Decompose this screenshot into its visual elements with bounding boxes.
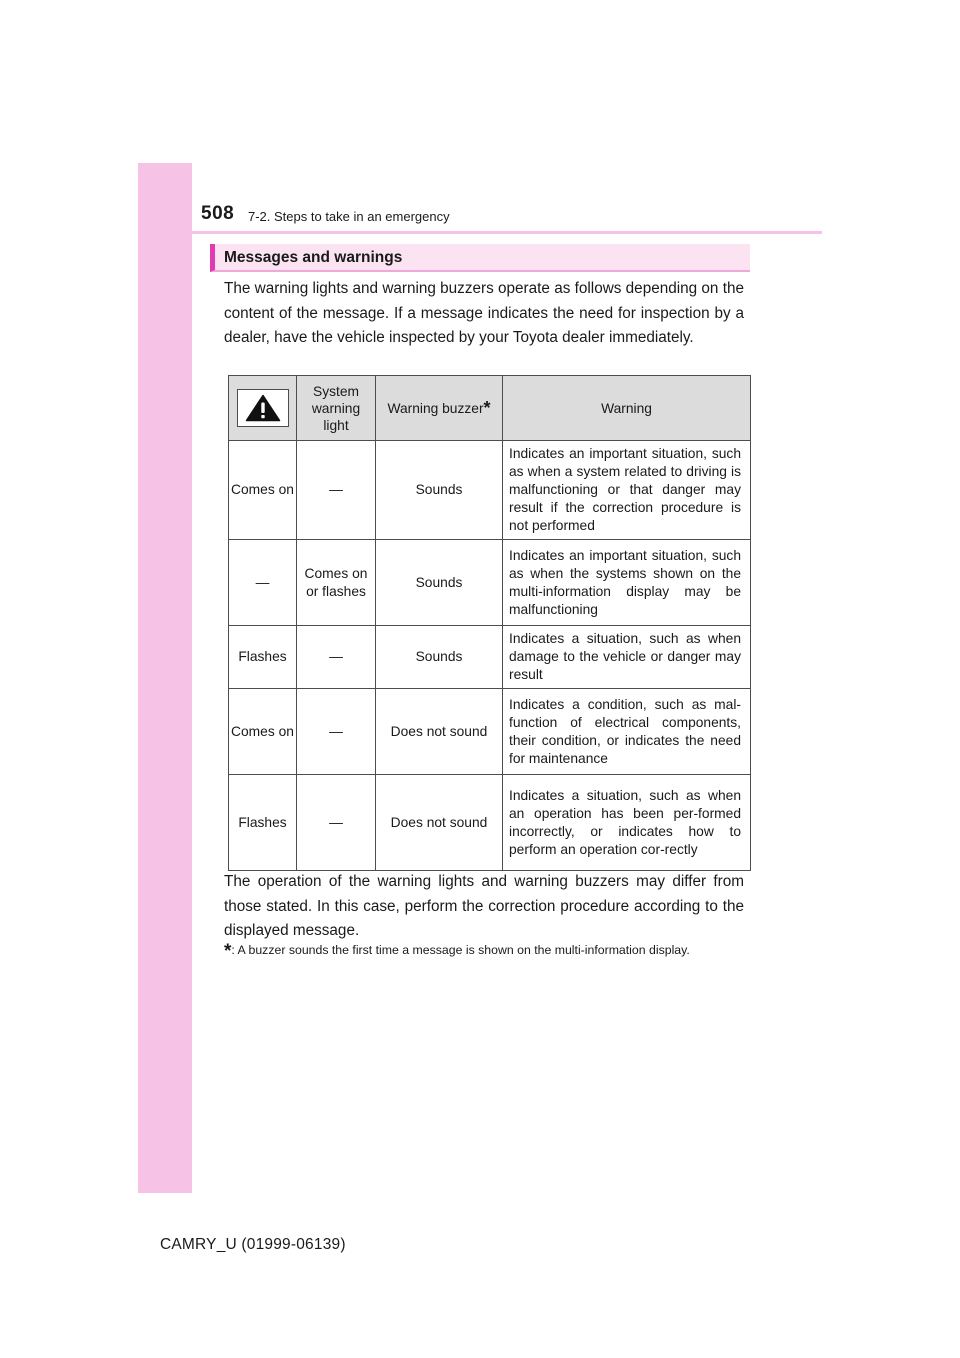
table-row bbox=[229, 540, 751, 626]
cell-master: — bbox=[229, 540, 297, 626]
table-row bbox=[229, 689, 751, 775]
cell-system: — bbox=[297, 626, 376, 689]
cell-system: — bbox=[297, 689, 376, 775]
cell-master: Flashes bbox=[229, 775, 297, 871]
table-row bbox=[229, 626, 751, 689]
cell-warning: Indicates a situation, such as when damage to the vehicle or danger may result bbox=[503, 626, 751, 689]
header-buzzer-text: Warning buzzer bbox=[387, 400, 484, 416]
header-rule bbox=[192, 231, 822, 234]
cell-system: Comes on or flashes bbox=[297, 540, 376, 626]
table-row bbox=[229, 441, 751, 540]
footnote-mark: * bbox=[224, 941, 232, 962]
page-number: 508 bbox=[201, 203, 235, 224]
warnings-table bbox=[228, 375, 751, 871]
cell-master: Comes on bbox=[229, 441, 297, 540]
footnote bbox=[224, 941, 744, 961]
after-table-paragraph: The operation of the warning lights and warning buzzers may differ from those stated. In this case, perform the correction procedure according to the displayed message. bbox=[224, 873, 744, 939]
cell-warning: Indicates a situation, such as when an operation has been per-formed incorrectly, or indicates how to perform an operation cor-rectly bbox=[503, 775, 751, 871]
warning-triangle-icon bbox=[237, 389, 289, 427]
header-buzzer-mark: * bbox=[483, 397, 491, 418]
table-row bbox=[229, 775, 751, 871]
cell-buzzer: Does not sound bbox=[376, 689, 503, 775]
header-buzzer bbox=[376, 376, 503, 441]
cell-buzzer: Sounds bbox=[376, 540, 503, 626]
footer-model-code: CAMRY_U (01999-06139) bbox=[160, 1236, 346, 1253]
cell-warning: Indicates an important situation, such as when the systems shown on the multi-information display may be malfunctioning bbox=[503, 540, 751, 626]
cell-master: Comes on bbox=[229, 689, 297, 775]
cell-warning: Indicates a condition, such as mal-function of electrical components, their condition, or indicates the need for maintenance bbox=[503, 689, 751, 775]
header-warning: Warning bbox=[503, 376, 751, 441]
cell-master: Flashes bbox=[229, 626, 297, 689]
header-system-light: System warning light bbox=[297, 376, 376, 441]
intro-paragraph: The warning lights and warning buzzers operate as follows depending on the content of the message. If a message indicates the need for inspection by a dealer, have the vehicle inspected by your Toyota dealer immediately. bbox=[224, 280, 744, 346]
side-tab-bar bbox=[138, 163, 192, 1193]
cell-buzzer: Sounds bbox=[376, 441, 503, 540]
cell-system: — bbox=[297, 775, 376, 871]
cell-buzzer: Does not sound bbox=[376, 775, 503, 871]
table-header-row bbox=[229, 376, 751, 441]
footnote-text: : A buzzer sounds the first time a message is shown on the multi-information display. bbox=[231, 943, 690, 957]
cell-warning: Indicates an important situation, such as when a system related to driving is malfunctioning or that danger may result if the correction procedure is not performed bbox=[503, 441, 751, 540]
section-heading bbox=[210, 244, 750, 272]
cell-system: — bbox=[297, 441, 376, 540]
section-heading-text: Messages and warnings bbox=[224, 249, 403, 266]
header-master-warning bbox=[229, 376, 297, 441]
section-title: 7-2. Steps to take in an emergency bbox=[248, 209, 450, 224]
cell-buzzer: Sounds bbox=[376, 626, 503, 689]
